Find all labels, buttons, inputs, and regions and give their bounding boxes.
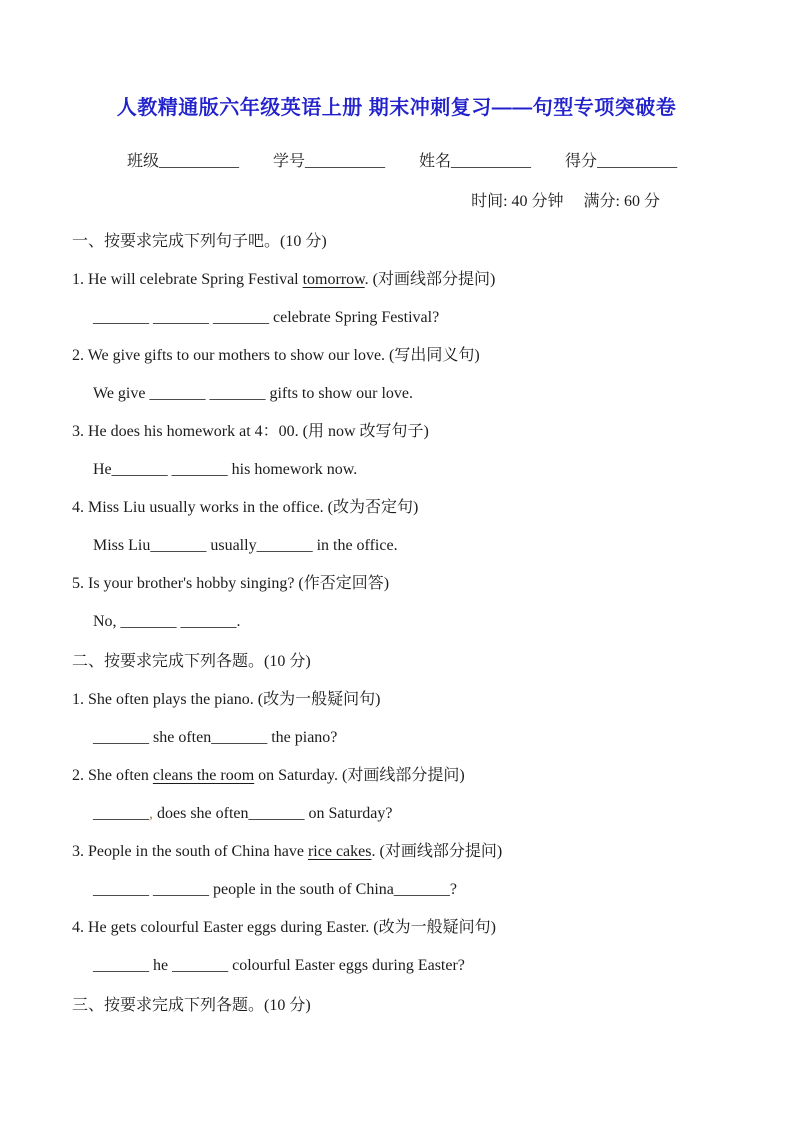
field-blank-line: __________ xyxy=(159,153,240,170)
answer-line xyxy=(93,728,721,748)
question-line xyxy=(72,766,721,786)
section-heading: 二、按要求完成下列各题。(10 分) xyxy=(72,653,311,670)
text-run: . (对画线部分提问) xyxy=(371,843,503,860)
text-run: No, _______ _______. xyxy=(93,613,241,630)
full-score: 满分: 60 分 xyxy=(583,193,660,210)
field-label: 姓名 xyxy=(419,153,452,170)
text-run: _______ xyxy=(93,805,149,822)
text-run: _______ _______ people in the south of China_______? xyxy=(93,881,457,898)
text-run: 3. People in the south of China have xyxy=(72,843,308,860)
section-heading: 一、按要求完成下列句子吧。(10 分) xyxy=(72,233,327,250)
text-run: 2. She often xyxy=(72,767,153,784)
underlined-phrase: rice cakes xyxy=(307,843,372,860)
exam-meta xyxy=(72,192,660,212)
page-title: 人教精通版六年级英语上册 期末冲刺复习——句型专项突破卷 xyxy=(116,97,677,119)
field-blank-line: __________ xyxy=(451,153,532,170)
text-run: _______ she often_______ the piano? xyxy=(93,729,338,746)
text-run: 1. She often plays the piano. (改为一般疑问句) xyxy=(72,691,381,708)
text-run: 3. He does his homework at 4：00. (用 now 改写句子) xyxy=(72,423,429,440)
text-run: 4. Miss Liu usually works in the office. (改为否定句) xyxy=(72,499,419,516)
student-field xyxy=(565,152,677,172)
underlined-phrase: cleans the room xyxy=(152,767,255,784)
answer-line xyxy=(93,804,721,824)
question-line xyxy=(72,498,721,518)
question-line xyxy=(72,574,721,594)
student-info-row xyxy=(127,152,721,172)
text-run: 2. We give gifts to our mothers to show our love. (写出同义句) xyxy=(72,347,480,364)
student-field xyxy=(127,152,239,172)
text-run: , xyxy=(149,805,157,822)
text-run: _______ he _______ colourful Easter eggs during Easter? xyxy=(93,957,465,974)
text-run: on Saturday. (对画线部分提问) xyxy=(254,767,465,784)
text-run: _______ _______ _______ celebrate Spring Festival? xyxy=(93,309,440,326)
field-label: 班级 xyxy=(127,153,160,170)
text-run: 1. He will celebrate Spring Festival xyxy=(72,271,303,288)
question-line xyxy=(72,842,721,862)
exam-sections xyxy=(72,232,721,1016)
field-label: 学号 xyxy=(273,153,306,170)
question-line xyxy=(72,422,721,442)
text-run: 5. Is your brother's hobby singing? (作否定回答) xyxy=(72,575,390,592)
text-run: . (对画线部分提问) xyxy=(364,271,496,288)
time-limit: 时间: 40 分钟 xyxy=(471,193,564,210)
answer-line xyxy=(93,880,721,900)
answer-line xyxy=(93,308,721,328)
student-field xyxy=(419,152,531,172)
text-run: Miss Liu_______ usually_______ in the office. xyxy=(93,537,398,554)
field-blank-line: __________ xyxy=(597,153,678,170)
student-field xyxy=(273,152,385,172)
answer-line xyxy=(93,956,721,976)
answer-line xyxy=(93,536,721,556)
text-run: does she often_______ on Saturday? xyxy=(157,805,393,822)
field-blank-line: __________ xyxy=(305,153,386,170)
question-line xyxy=(72,690,721,710)
field-label: 得分 xyxy=(565,153,598,170)
answer-line xyxy=(93,612,721,632)
text-run: He_______ _______ his homework now. xyxy=(93,461,358,478)
section-heading: 三、按要求完成下列各题。(10 分) xyxy=(72,997,311,1014)
question-line xyxy=(72,270,721,290)
underlined-phrase: tomorrow xyxy=(302,271,365,288)
question-line xyxy=(72,346,721,366)
answer-line xyxy=(93,384,721,404)
answer-line xyxy=(93,460,721,480)
question-line xyxy=(72,918,721,938)
text-run: We give _______ _______ gifts to show our love. xyxy=(93,385,414,402)
text-run: 4. He gets colourful Easter eggs during Easter. (改为一般疑问句) xyxy=(72,919,496,936)
